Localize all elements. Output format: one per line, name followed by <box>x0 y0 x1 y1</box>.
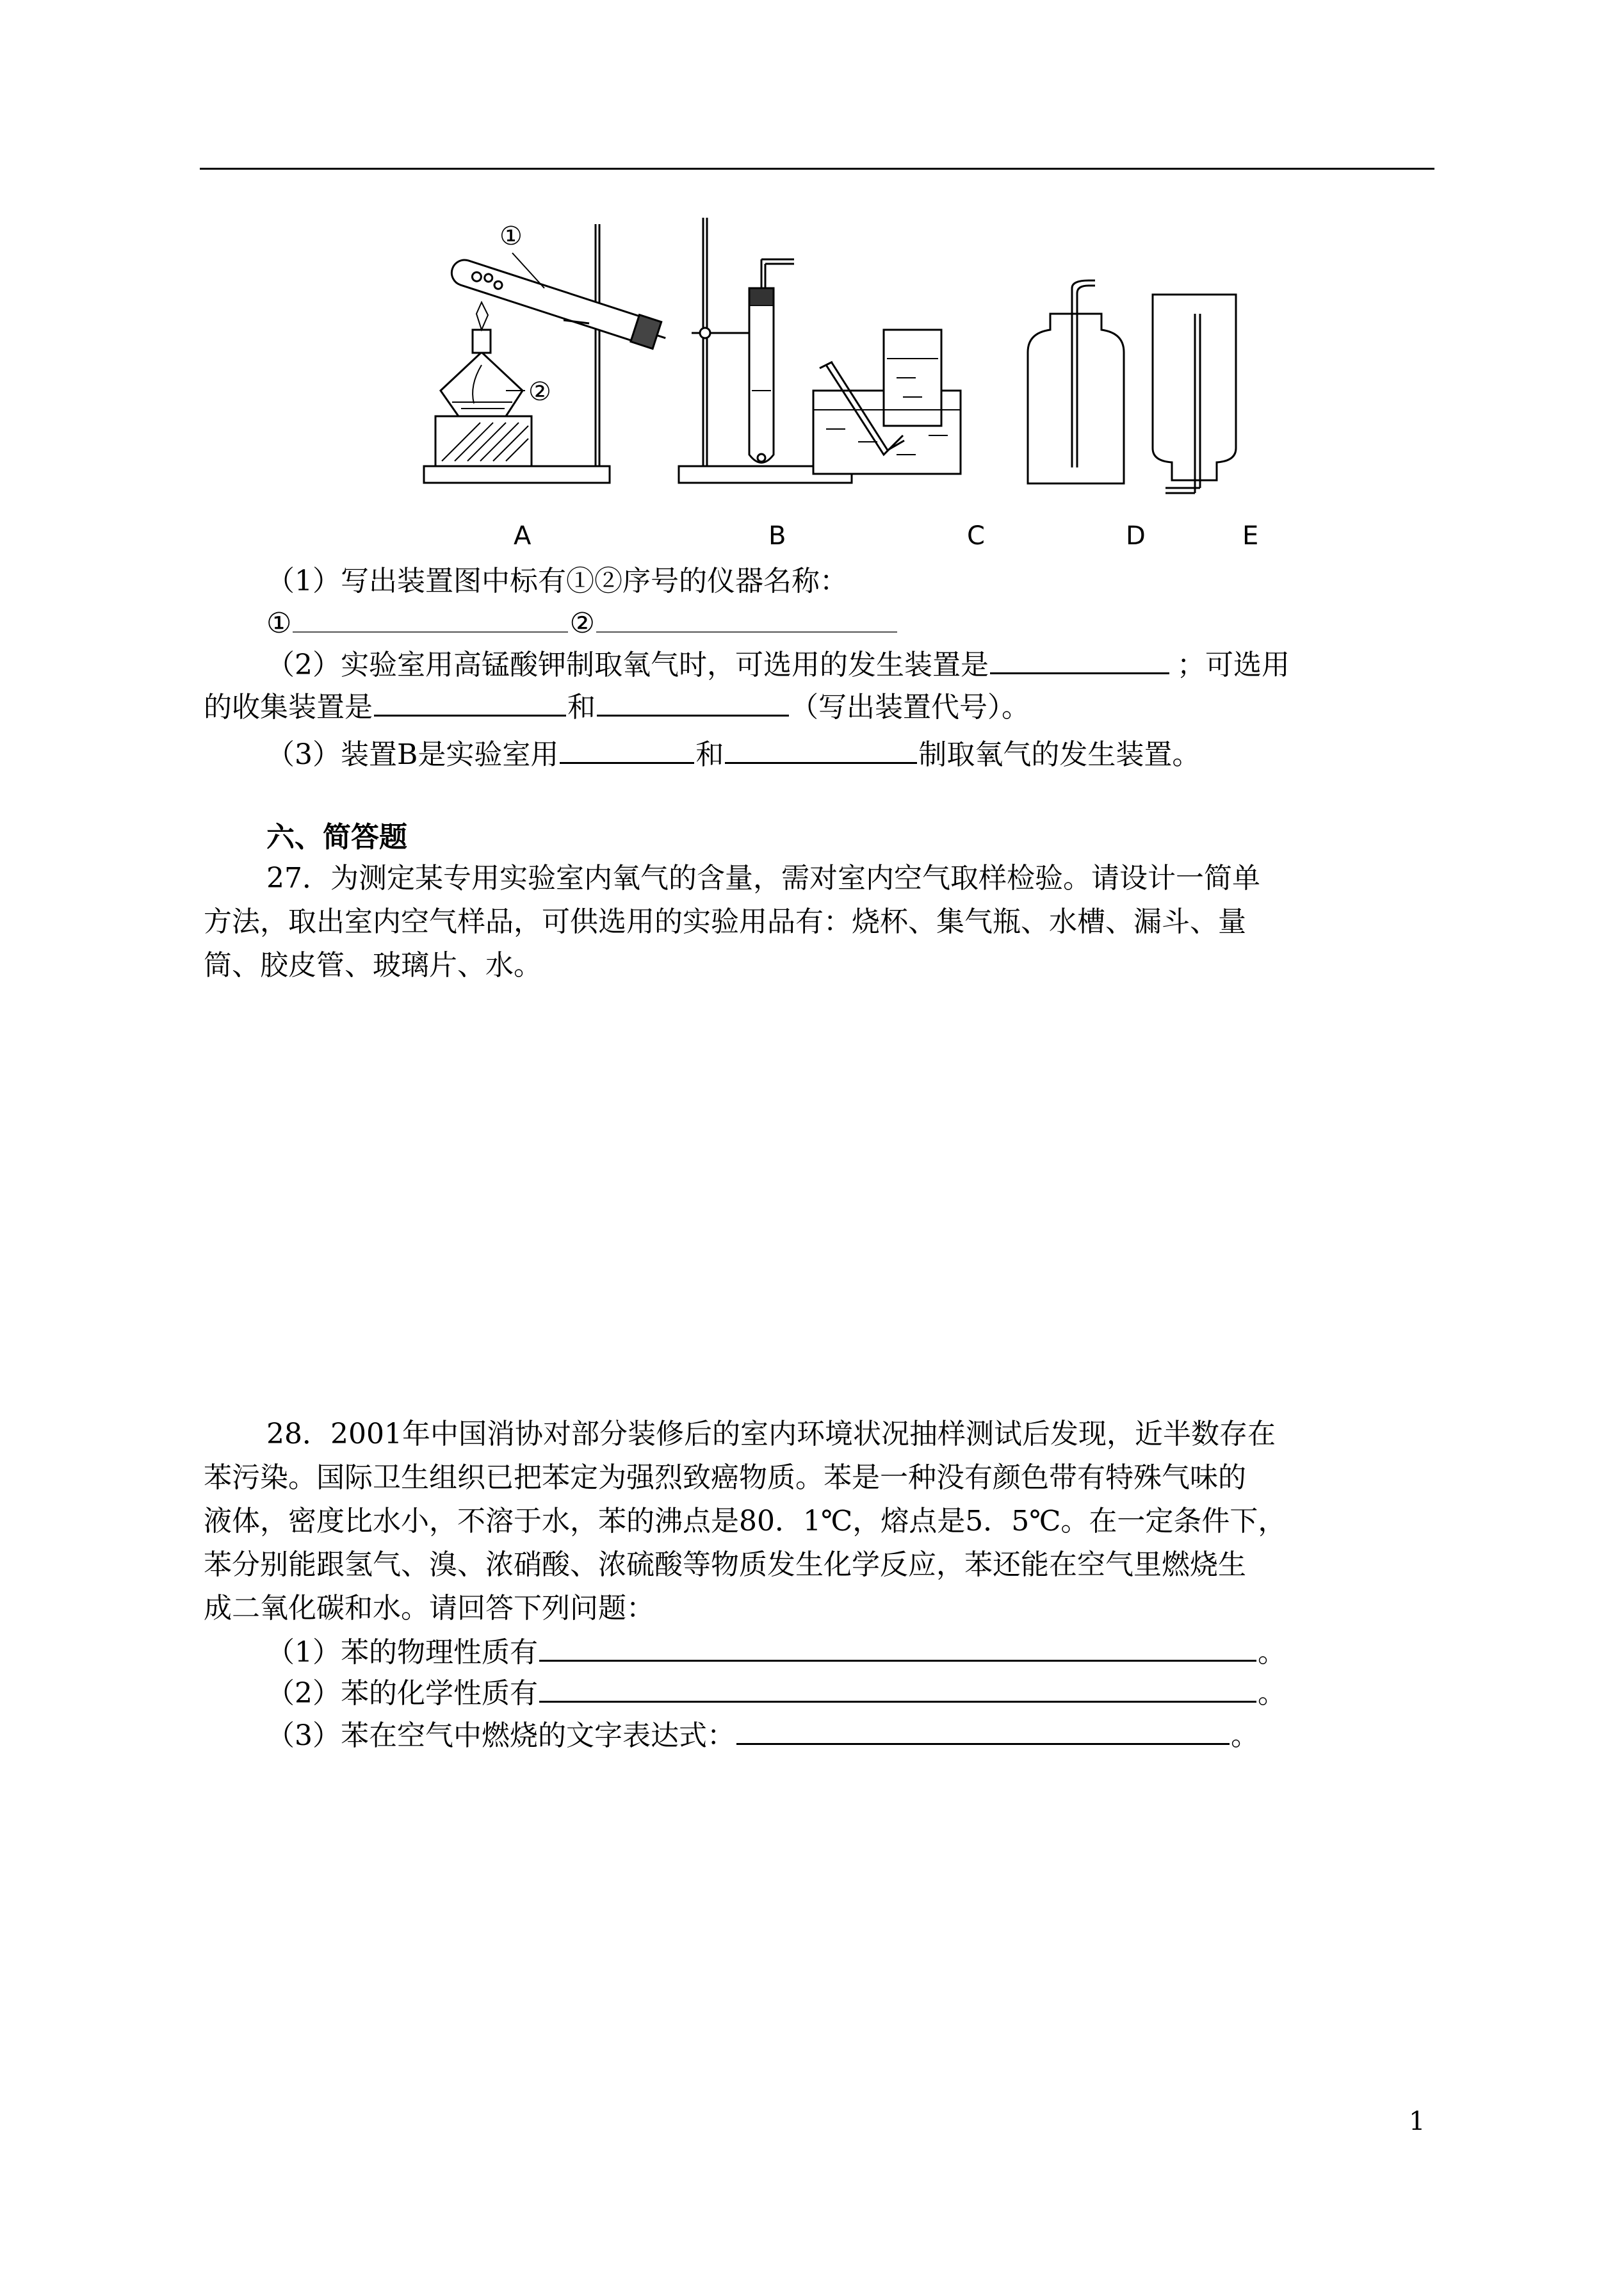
apparatus-a <box>424 224 670 483</box>
q28-sub2: （2）苯的化学性质有 。 <box>266 1671 1286 1713</box>
answer-blank-chemical[interactable] <box>539 1671 1256 1703</box>
answer-blank-equation[interactable] <box>736 1714 1230 1745</box>
header-rule <box>200 168 1434 170</box>
answer-blank-collector-1[interactable] <box>374 685 566 717</box>
figure-marker-2: ② <box>528 377 551 407</box>
q26-part3: （3）装置B是实验室用 和 制取氧气的发生装置。 <box>266 733 1200 774</box>
answer-blank-reagent-2[interactable] <box>725 733 917 764</box>
q28-line3: 液体，密度比水小，不溶于水，苯的沸点是80．1℃，熔点是5．5℃。在一定条件下， <box>204 1505 1287 1537</box>
q27-line2: 方法，取出室内空气样品，可供选用的实验用品有：烧杯、集气瓶、水槽、漏斗、量 <box>204 905 1246 938</box>
answer-blank-reagent-1[interactable] <box>560 733 694 764</box>
q26-part2-line1: （2）实验室用高锰酸钾制取氧气时，可选用的发生装置是 ；可选用 <box>266 643 1290 685</box>
q28-line5: 成二氧化碳和水。请回答下列问题： <box>204 1592 654 1625</box>
section-title: 六、简答题 <box>266 821 407 854</box>
q27-line1: 27．为测定某专用实验室内氧气的含量，需对室内空气取样检验。请设计一简单 <box>266 862 1260 895</box>
q26-part1-blanks: ① ② <box>266 602 898 643</box>
figure-label-e: E <box>1242 521 1259 551</box>
figure-label-d: D <box>1126 521 1146 551</box>
figure-label-b: B <box>768 521 786 551</box>
figure-label-c: C <box>967 521 985 551</box>
q28-sub3: （3）苯在空气中燃烧的文字表达式： 。 <box>266 1714 1259 1755</box>
answer-blank-collector-2[interactable] <box>597 685 789 717</box>
apparatus-d <box>1028 280 1124 483</box>
apparatus-e <box>1153 295 1236 493</box>
q27-line3: 筒、胶皮管、玻璃片、水。 <box>204 949 542 982</box>
q28-line4: 苯分别能跟氢气、溴、浓硝酸、浓硫酸等物质发生化学反应，苯还能在空气里燃烧生 <box>204 1548 1246 1581</box>
figure-marker-1: ① <box>499 222 523 251</box>
page-number: 1 <box>1409 2107 1425 2136</box>
answer-blank-1[interactable] <box>293 602 568 633</box>
answer-blank-2[interactable] <box>596 602 897 633</box>
answer-blank-generator[interactable] <box>990 643 1169 674</box>
q28-line1: 28．2001年中国消协对部分装修后的室内环境状况抽样测试后发现，近半数存在 <box>266 1418 1276 1450</box>
q28-sub1: （1）苯的物理性质有 。 <box>266 1630 1286 1672</box>
q26-part2-line2: 的收集装置是 和 （写出装置代号）。 <box>204 685 1030 727</box>
answer-blank-physical[interactable] <box>539 1630 1256 1662</box>
apparatus-figure <box>410 199 1319 557</box>
figure-label-a: A <box>514 521 532 551</box>
q28-line2: 苯污染。国际卫生组织已把苯定为强烈致癌物质。苯是一种没有颜色带有特殊气味的 <box>204 1461 1246 1494</box>
q26-part1: （1）写出装置图中标有①②序号的仪器名称： <box>266 565 848 597</box>
apparatus-c <box>813 330 961 474</box>
